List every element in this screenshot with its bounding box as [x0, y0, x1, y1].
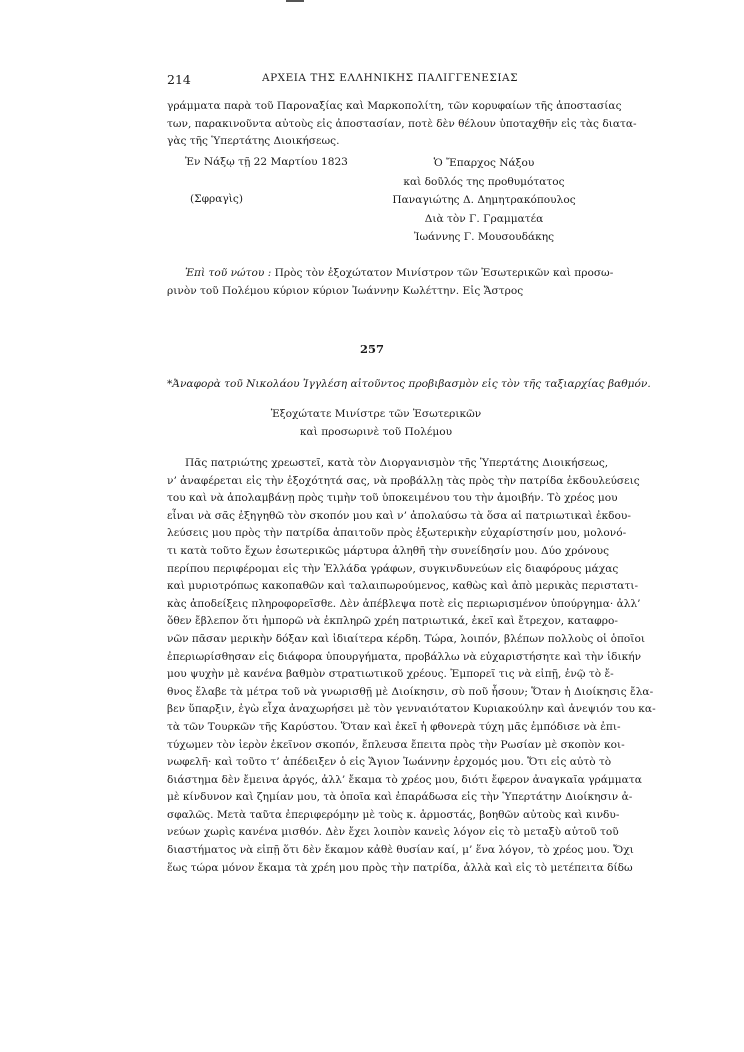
body-line: ν’ ἀναφέρεται εἰς τὴν ἐξοχότητά σας, νὰ προβάλλῃ τὰς πρὸς τὴν πατρίδα ἐκδουλεύσεις — [167, 474, 640, 487]
text-line: γράμματα παρὰ τοῦ Παροναξίας καὶ Μαρκοπολίτη, τῶν κορυφαίων τῆς ἀποστασίας — [167, 100, 622, 112]
body-line: μου ψυχὴν μὲ κανένα βαθμὸν στρατιωτικοῦ χρέους. Ἐμπορεῖ τις νὰ εἰπῇ, ἐνῷ τὸ ἔ- — [167, 668, 614, 681]
body-line: διάστημα δὲν ἔμεινα ἀργός, ἀλλ’ ἔκαμα τὸ χρέος μου, διότι ἔφερον ἀναγκαῖα γράμματα — [167, 773, 642, 786]
body-line: διαστήματος νὰ εἰπῇ ὅτι δὲν ἔκαμον κἀθὲ θυσίαν καί, μ’ ἕνα λόγον, τὸ χρέος μου. Ὄχι — [167, 844, 634, 857]
body-line: τι κατὰ τοῦτο ἔχων ἐσωτερικῶς μάρτυρα ἀληθῆ τὴν συνείδησίν μου. Δύο χρόνους — [167, 544, 610, 557]
body-line: νῶν πᾶσαν μερικὴν δόξαν καὶ ἰδιαίτερα κέρδη. Τώρα, λοιπόν, βλέπων πολλοὺς οἱ ὁποῖοι — [167, 632, 645, 645]
body-line: εἶναι νὰ σᾶς ἐξηγηθῶ τὸν σκοπόν μου καὶ ν’ ἀπολαύσω τὰ ὅσα αἱ πατριωτικαὶ ἐκδου- — [167, 509, 631, 522]
prev-document-body — [167, 98, 637, 151]
verso-line: Ἐπὶ τοῦ νώτου : Πρὸς τὸν ἐξοχώτατον Μινίστρον τῶν Ἐσωτερικῶν καὶ προσω- — [185, 267, 614, 279]
body-line: θνος ἔλαβε τὰ μέτρα τοῦ νὰ γνωρισθῇ μὲ Διοίκησιν, σὺ ποῦ ἦσουν; Ὅταν ἡ Διοίκησις ἔλα- — [167, 685, 654, 698]
address-line: καὶ προσωρινὲ τοῦ Πολέμου — [299, 425, 453, 438]
body-line: περίπου περιφέρομαι εἰς τὴν Ἑλλάδα γράφων, συγκινδυνεύων εἰς διαφόρους μάχας — [167, 562, 619, 575]
document-number: 257 — [359, 342, 384, 356]
signature-line: Παναγιώτης Δ. Δημητρακόπουλος — [392, 194, 576, 207]
text-line: των, παρακινοῦντα αὐτοὺς εἰς ἀποστασίαν, ποτὲ δὲν θέλουν ὑποταχθῆν εἰς τὰς διατα- — [167, 117, 637, 130]
body-line: κὰς ἀποδείξεις πληροφορεῖσθε. Δὲν ἀπέβλεψα ποτὲ εἰς περιωρισμένον ὑπούργημα· ἀλλ’ — [167, 597, 641, 610]
body-line: ἕως τώρα μόνον ἔκαμα τὰ χρέη μου πρὸς τὴν πατρίδα, ἀλλὰ καὶ εἰς τὸ μετέπειτα δίδω — [167, 861, 633, 874]
body-line: καὶ μυριοτρόπως κακοπαθῶν καὶ ταλαιπωρούμενος, καθὼς καὶ ἀπὸ μερικὰς περιστατι- — [167, 580, 639, 593]
document-body — [167, 455, 656, 877]
body-line: Πᾶς πατριώτης χρεωστεῖ, κατὰ τὸν Διοργανισμὸν τῆς Ὑπερτάτης Διοικήσεως, — [185, 457, 609, 469]
body-line: του καὶ νὰ ἀπολαμβάνῃ πρὸς τιμὴν τοῦ ὑποκειμένου του τὴν ἀμοιβήν. Τὸ χρέος μου — [167, 492, 618, 505]
verso-label: Ἐπὶ τοῦ νώτου : — [185, 267, 272, 279]
text-line: γὰς τῆς Ὑπερτάτης Διοικήσεως. — [167, 135, 340, 148]
body-line: ὅθεν ἔβλεπον ὅτι ἠμπορῶ νὰ ἐκπληρῶ χρέη πατριωτικά, ἐκεῖ καὶ ἔτρεχον, καταφρο- — [167, 615, 618, 628]
document-heading: *Ἀναφορὰ τοῦ Νικολάου Ἰγγλέση αἰτοῦντος προβιβασμὸν εἰς τὸν τῆς ταξιαρχίας βαθμόν. — [167, 378, 651, 390]
address-block — [167, 406, 585, 441]
body-line: τύχωμεν τὸν ἱερὸν ἐκεῖνον σκοπόν, ἔπλευσα ἔπειτα πρὸς τὴν Ρωσίαν μὲ σκοπὸν κοι- — [167, 738, 625, 751]
signature-line: Ἰωάννης Γ. Μουσουδάκης — [413, 231, 555, 244]
running-title: ΑΡΧΕΙΑ ΤΗΣ ΕΛΛΗΝΙΚΗΣ ΠΑΛΙΓΓΕΝΕΣΙΑΣ — [262, 72, 518, 84]
body-line: μὲ κίνδυνον καὶ ζημίαν μου, τὰ ὁποῖα καὶ ἐπαράδωσα εἰς τὴν Ὑπερτάτην Διοίκησιν ἀ- — [167, 791, 633, 804]
body-line: λεύσεις μου πρὸς τὴν πατρίδα ἀπαιτοῦν πρὸς ἐξωτερικὴν εὐχαρίστησίν μου, μολονό- — [167, 527, 627, 540]
body-line: νεύων χωρὶς κανένα μισθόν. Δὲν ἔχει λοιπὸν κανεὶς λόγον εἰς τὸ μεταξὺ αὐτοῦ τοῦ — [167, 826, 619, 839]
signature-line: καὶ δοῦλός της προθυμότατος — [403, 175, 565, 188]
body-line: ἐπεριωρίσθησαν εἰς διάφορα ὑπουργήματα, προβάλλω νὰ εὐχαριστήσητε καὶ τὴν ἰδικήν — [167, 650, 642, 663]
body-line: σφαλῶς. Μετὰ ταῦτα ἐπεριφερόμην μὲ τοὺς κ. ἁρμοστάς, βοηθῶν αὐτοὺς καὶ κινδυ- — [167, 808, 620, 821]
page-number: 214 — [167, 72, 191, 87]
signature-line: Διὰ τὸν Γ. Γραμματέα — [424, 212, 544, 225]
signature-block — [384, 154, 584, 247]
seal-note: (Σφραγὶς) — [190, 193, 243, 205]
verso-line: ρινὸν τοῦ Πολέμου κύριον κύριον Ἰωάννην Κωλέττην. Εἰς Ἄστρος — [167, 284, 524, 297]
page-edge-mark — [286, 0, 304, 2]
verso-note — [167, 265, 614, 300]
body-line: τὰ τῶν Τουρκῶν τῆς Καρύστου. Ὅταν καὶ ἐκεῖ ἡ φθονερὰ τύχη μᾶς ἐμπόδισε νὰ ἐπι- — [167, 720, 621, 733]
place-date: Ἐν Νάξῳ τῇ 22 Μαρτίου 1823 — [185, 156, 348, 168]
body-line: νωφελῆ· καὶ τοῦτο τ’ ἀπέδειξεν ὁ εἰς Ἅγιον Ἰωάννην ἐρχομός μου. Ὅτι εἰς αὐτὸ τὸ — [167, 756, 612, 769]
body-line: βεν ὕπαρξιν, ἐγὼ εἶχα ἀναχωρήσει μὲ τὸν γενναιότατον Κυριακούλην καὶ ἀνεψιόν του κα- — [167, 703, 656, 716]
address-line: Ἐξοχώτατε Μινίστρε τῶν Ἐσωτερικῶν — [270, 408, 482, 420]
signature-line: Ὁ Ἔπαρχος Νάξου — [433, 157, 535, 169]
